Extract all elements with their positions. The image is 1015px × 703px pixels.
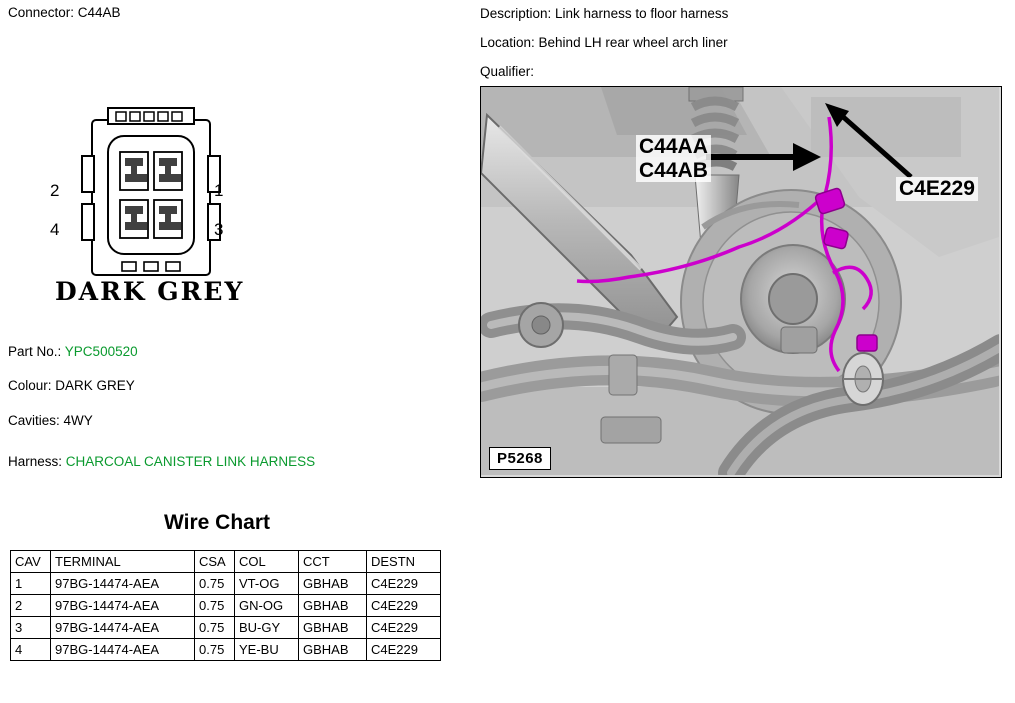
photo-callout-destination: C4E229 bbox=[896, 177, 978, 201]
wire-chart-title: Wire Chart bbox=[164, 511, 270, 534]
location-photo bbox=[480, 86, 1002, 478]
table-row bbox=[11, 573, 441, 595]
cell-col: YE-BU bbox=[235, 639, 299, 661]
pin-number-2: 2 bbox=[50, 181, 60, 200]
cell-terminal: 97BG-14474-AEA bbox=[51, 617, 195, 639]
pin-number-1: 1 bbox=[214, 181, 224, 200]
pin-number-3: 3 bbox=[214, 220, 224, 239]
cell-csa: 0.75 bbox=[195, 639, 235, 661]
part-number-row bbox=[8, 344, 138, 359]
wire-chart-table bbox=[10, 550, 441, 661]
photo-callout-c44ab: C44AB bbox=[639, 158, 708, 182]
cavities-value: 4WY bbox=[63, 413, 93, 428]
table-header-row bbox=[11, 551, 441, 573]
photo-id-badge: P5268 bbox=[489, 447, 551, 470]
cell-terminal: 97BG-14474-AEA bbox=[51, 639, 195, 661]
table-row bbox=[11, 595, 441, 617]
column-header-terminal: TERMINAL bbox=[51, 551, 195, 573]
qualifier-text: Qualifier: bbox=[480, 64, 535, 79]
cell-destn[interactable]: C4E229 bbox=[367, 617, 441, 639]
harness-value[interactable]: CHARCOAL CANISTER LINK HARNESS bbox=[65, 454, 316, 469]
column-header-cav: CAV bbox=[11, 551, 51, 573]
harness-row bbox=[8, 454, 315, 469]
cell-cct: GBHAB bbox=[299, 595, 367, 617]
cell-cav: 1 bbox=[11, 573, 51, 595]
cell-cct: GBHAB bbox=[299, 639, 367, 661]
cell-destn[interactable]: C4E229 bbox=[367, 573, 441, 595]
cavities-label: Cavities: bbox=[8, 413, 60, 428]
table-row bbox=[11, 639, 441, 661]
cell-cav: 3 bbox=[11, 617, 51, 639]
photo-callout-connectors bbox=[636, 135, 711, 182]
cell-cav: 4 bbox=[11, 639, 51, 661]
cell-cct: GBHAB bbox=[299, 617, 367, 639]
cell-csa: 0.75 bbox=[195, 573, 235, 595]
photo-callout-c44aa: C44AA bbox=[639, 135, 708, 158]
column-header-cct: CCT bbox=[299, 551, 367, 573]
cell-destn[interactable]: C4E229 bbox=[367, 639, 441, 661]
cell-csa: 0.75 bbox=[195, 595, 235, 617]
description-text: Description: Link harness to floor harness bbox=[480, 6, 729, 21]
cell-cav: 2 bbox=[11, 595, 51, 617]
part-number-value[interactable]: YPC500520 bbox=[64, 344, 138, 359]
cell-terminal: 97BG-14474-AEA bbox=[51, 573, 195, 595]
pin-number-4: 4 bbox=[50, 220, 60, 239]
harness-label: Harness: bbox=[8, 454, 63, 469]
cell-destn[interactable]: C4E229 bbox=[367, 595, 441, 617]
column-header-col: COL bbox=[235, 551, 299, 573]
part-number-label: Part No.: bbox=[8, 344, 62, 359]
colour-value: DARK GREY bbox=[55, 378, 135, 393]
cell-col: GN-OG bbox=[235, 595, 299, 617]
cell-cct: GBHAB bbox=[299, 573, 367, 595]
cavities-row bbox=[8, 413, 93, 428]
connector-colour-caption: DARK GREY bbox=[55, 277, 245, 306]
column-header-csa: CSA bbox=[195, 551, 235, 573]
column-header-destn: DESTN bbox=[367, 551, 441, 573]
cell-col: BU-GY bbox=[235, 617, 299, 639]
cell-terminal: 97BG-14474-AEA bbox=[51, 595, 195, 617]
colour-row bbox=[8, 378, 135, 393]
cell-csa: 0.75 bbox=[195, 617, 235, 639]
cell-col: VT-OG bbox=[235, 573, 299, 595]
vehicle-underbody-illustration bbox=[481, 87, 999, 475]
colour-label: Colour: bbox=[8, 378, 52, 393]
location-text: Location: Behind LH rear wheel arch liner bbox=[480, 35, 728, 50]
connector-title: Connector: C44AB bbox=[8, 5, 121, 20]
table-row bbox=[11, 617, 441, 639]
